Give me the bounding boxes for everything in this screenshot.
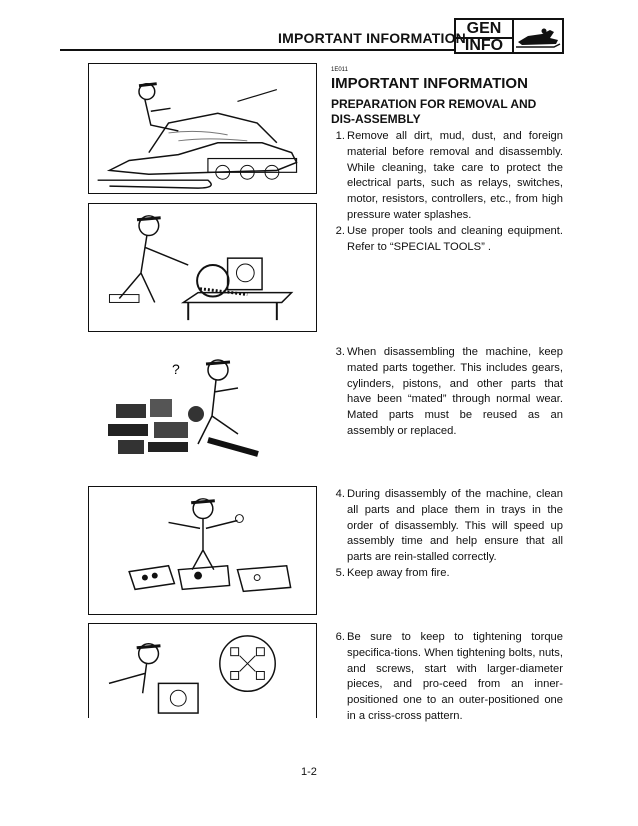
- badge-info-label: INFO: [464, 37, 504, 54]
- page-number: 1-2: [301, 766, 317, 778]
- list-item: 4. During disassembly of the machine, clean all parts and place them in trays in the order of disassembly. This will speed up assembly time and help ensure that all parts are rein-stalled correctly.: [335, 488, 563, 564]
- item-6-section: [331, 630, 563, 725]
- list-item: 1. Remove all dirt, mud, dust, and foreign material before removal and disassembly. While cleaning, take care to protect the electrical parts, such as relays, switches, motor, resistors, controllers, etc., from high pressure water splashes.: [335, 130, 563, 221]
- torque-pattern-illustration: [88, 623, 317, 718]
- snowmobile-cleaning-illustration: [88, 63, 317, 194]
- snowmobile-icon: [514, 22, 562, 52]
- list-item: 2. Use proper tools and cleaning equipment. Refer to “SPECIAL TOOLS” .: [335, 224, 563, 253]
- list-item: 5. Keep away from fire.: [335, 566, 450, 579]
- section-code: 1E011: [331, 67, 348, 73]
- badge-gen-label: GEN: [466, 20, 502, 37]
- item-4-5-section: [331, 487, 563, 582]
- list-item: 6. Be sure to keep to tightening torque specifica-tions. When tightening bolts, nuts, and screws, start with larger-diameter pieces, and pro-ceed from an inner-positioned one to an outer-positioned one in a criss-cross pattern.: [335, 631, 563, 722]
- intro-section: [331, 66, 563, 255]
- mated-parts-illustration: [88, 344, 317, 466]
- section-subtitle: PREPARATION FOR REMOVAL AND DIS-ASSEMBLY: [331, 97, 537, 126]
- mechanic-workbench-illustration: [88, 203, 317, 332]
- section-title: IMPORTANT INFORMATION: [331, 75, 528, 92]
- parts-trays-illustration: [88, 486, 317, 615]
- item-3-section: [331, 345, 563, 440]
- header-rule: [60, 49, 454, 51]
- list-item: 3. When disassembling the machine, keep mated parts together. This includes gears, cylinders, pistons, and other parts that have been “mated” through normal wear. Mated parts must be reused as an assembly or replaced.: [335, 346, 563, 437]
- header-title: IMPORTANT INFORMATION: [278, 30, 466, 46]
- section-badge: [454, 18, 564, 54]
- svg-text:?: ?: [172, 361, 180, 377]
